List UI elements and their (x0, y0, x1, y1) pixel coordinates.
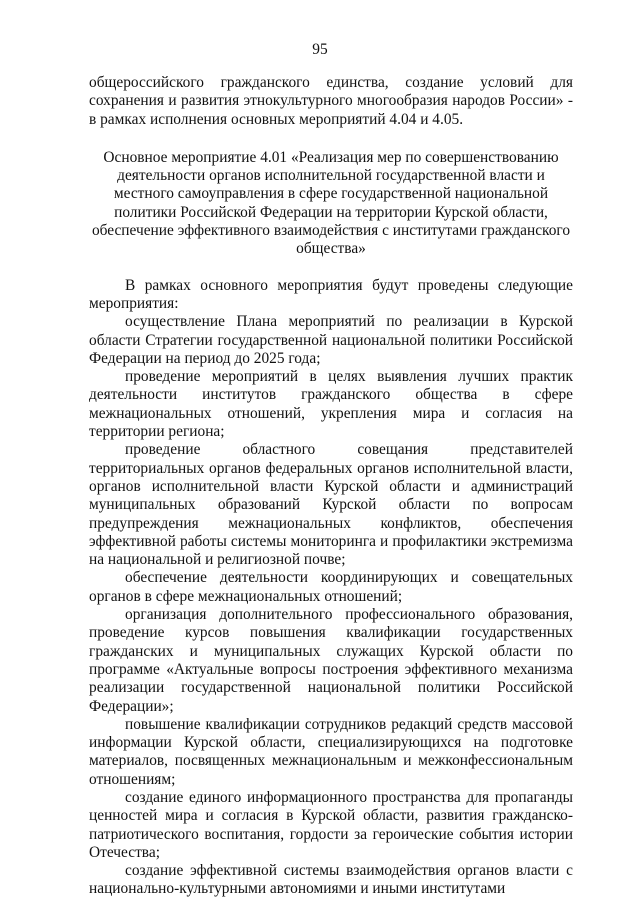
list-item: организация дополнительного профессионального образования, проведение курсов повышения квалификации государственных гражданских и муниципальных служащих Курской области по программе «Актуальные вопросы построения эффективного механизма реализации государственной национальной политики Российской Федерации»; (89, 606, 573, 715)
list-item: создание эффективной системы взаимодействия органов власти с национально-культурными автономиями и иными институтами (89, 862, 573, 898)
lead-paragraph: общероссийского гражданского единства, создание условий для сохранения и развития этнокультурного многообразия народов России» - в рамках исполнения основных мероприятий 4.04 и 4.05. (89, 74, 573, 128)
list-item: проведение областного совещания представителей территориальных органов федеральных органов исполнительной власти, органов исполнительной власти Курской области и администраций муниципальных образований Курской области по вопросам предупреждения межнациональных конфликтов, обеспечения эффективной работы системы мониторинга и профилактики экстремизма на национальной и религиозной почве; (89, 441, 573, 569)
list-item: осуществление Плана мероприятий по реализации в Курской области Стратегии государственной национальной политики Российской Федерации на период до 2025 года; (89, 313, 573, 367)
page-number: 95 (312, 41, 328, 58)
list-item: обеспечение деятельности координирующих и совещательных органов в сфере межнациональных отношений; (89, 569, 573, 605)
list-item: создание единого информационного пространства для пропаганды ценностей мира и согласия в Курской области, развития гражданско-патриотического воспитания, гордости за героические события истории Отечества; (89, 788, 573, 861)
list-item: проведение мероприятий в целях выявления лучших практик деятельности институтов гражданского общества в сфере межнациональных отношений, укрепления мира и согласия на территории региона; (89, 368, 573, 441)
page-body (89, 74, 573, 899)
section-heading: Основное мероприятие 4.01 «Реализация мер по совершенствованию деятельности органов исполнительной государственной власти и местного самоуправления в сфере государственной национальной политики Российской Федерации на территории Курской области, обеспечение эффективного взаимодействия с институтами гражданского общества» (91, 148, 571, 258)
list-item: повышение квалификации сотрудников редакций средств массовой информации Курской области, специализирующихся на подготовке материалов, посвященных межнациональным и межконфессиональным отношениям; (89, 715, 573, 788)
intro-paragraph: В рамках основного мероприятия будут проведены следующие мероприятия: (89, 276, 573, 312)
